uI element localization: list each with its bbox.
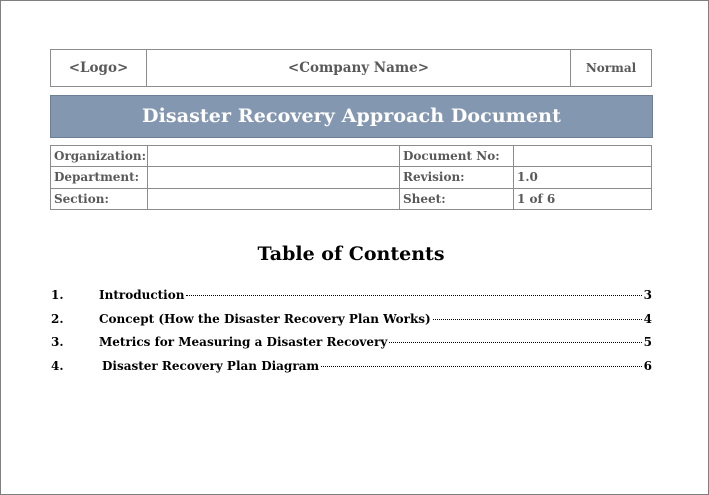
toc-entry-title: Concept (How the Disaster Recovery Plan Works): [99, 311, 431, 326]
toc-dot-leader: [389, 342, 641, 343]
document-no-label: Document No:: [400, 146, 514, 167]
toc-entry-number: 1.: [51, 288, 64, 302]
department-label: Department:: [51, 167, 148, 188]
sheet-value: 1 of 6: [514, 188, 652, 209]
info-row: [51, 167, 652, 188]
toc-dot-leader: [433, 319, 642, 320]
toc-entry-title: Disaster Recovery Plan Diagram: [102, 358, 320, 373]
department-value: [148, 167, 400, 188]
toc-entry-concept[interactable]: [50, 310, 652, 334]
document-header: [50, 49, 652, 87]
revision-label: Revision:: [400, 167, 514, 188]
toc-heading: Table of Contents: [257, 243, 445, 265]
document-no-value: [514, 146, 652, 167]
toc-entry-number: 4.: [51, 358, 64, 373]
document-status: Normal: [571, 50, 652, 87]
section-label: Section:: [51, 188, 148, 209]
toc-dot-leader: [321, 366, 642, 367]
toc-entry-page: 6: [643, 358, 652, 373]
organization-value: [148, 146, 400, 167]
info-row: [51, 188, 652, 209]
toc-entry-number: 3.: [51, 335, 64, 349]
document-info-table: [50, 145, 652, 210]
toc-entry-title: Metrics for Measuring a Disaster Recovery: [99, 335, 388, 349]
toc-list: [50, 286, 652, 380]
toc-entry-page: 3: [643, 288, 652, 302]
toc-entry-introduction[interactable]: [50, 286, 652, 310]
logo-placeholder: <Logo>: [51, 50, 147, 87]
toc-entry-title: Introduction: [99, 288, 185, 302]
document-title: Disaster Recovery Approach Document: [50, 95, 653, 138]
toc-dot-leader: [186, 295, 641, 296]
revision-value: 1.0: [514, 167, 652, 188]
toc-entry-number: 2.: [51, 311, 64, 326]
sheet-label: Sheet:: [400, 188, 514, 209]
toc-entry-metrics[interactable]: [50, 333, 652, 357]
company-name: <Company Name>: [147, 50, 571, 87]
toc-entry-diagram[interactable]: [50, 357, 652, 381]
toc-entry-page: 4: [643, 311, 652, 326]
info-row: [51, 146, 652, 167]
organization-label: Organization:: [51, 146, 148, 167]
section-value: [148, 188, 400, 209]
toc-entry-page: 5: [643, 335, 652, 349]
